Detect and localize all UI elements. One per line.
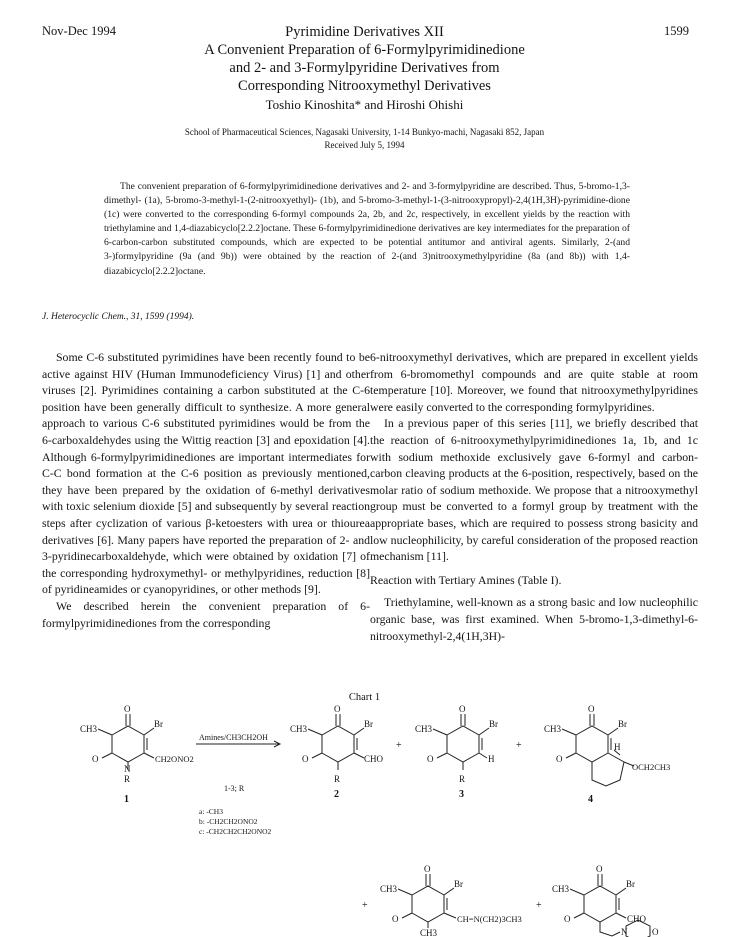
condition-label: 1-3; R <box>224 784 245 793</box>
atom-label: O <box>92 754 99 764</box>
atom-label: O <box>124 704 131 714</box>
page-number: 1599 <box>664 24 689 38</box>
atom-label: CHO <box>627 914 647 924</box>
atom-label: R <box>124 774 131 784</box>
substituent-a: a: -CH3 <box>199 807 223 816</box>
reaction-scheme <box>0 700 729 937</box>
substituent-b: b: -CH2CH2ONO2 <box>199 817 258 826</box>
atom-label: CH3 <box>552 884 570 894</box>
atom-label: N <box>124 764 131 774</box>
plus-sign: + <box>536 900 542 911</box>
atom-label: N <box>621 927 628 937</box>
plus-sign: + <box>396 740 402 751</box>
citation-text: J. Heterocyclic Chem., 31, 1599 (1994). <box>42 312 195 322</box>
atom-label: Br <box>489 719 498 729</box>
left-column <box>42 349 370 631</box>
atom-label: CHO <box>364 754 384 764</box>
citation <box>42 312 194 322</box>
paragraph: Some C-6 substituted pyrimidines have been recently found to be active against HIV (Human Immunodeficiency Virus) [1] and other viruses [2]. Pyrimidines containing a carbon substituted at the C-6 position have been generally difficult to synthesize. A more general approach to various C-6 substituted pyrimidines would be from the 6-carboxaldehydes using the Wittig reaction [3] and epoxidation [4]. Although 6-formylpyrimidinediones are important intermediates for C-C bond formation at the C-6 position as previously mentioned, they have been prepared by the oxidation of 6-methyl derivatives with toxic selenium dioxide [5] and subsequently by several reaction steps after cyclization of various β-ketoesters with urea or thiourea derivatives [6]. Many papers have reported the preparation of 2- and 3-pyridinecarboxaldehyde, which were obtained by oxidation [7] of the corresponding hydroxymethyl- or methylpyridines, reduction [8] of pyridineamides or cyanopyridines, or other methods [9]. <box>42 350 370 597</box>
compound-label: 2 <box>334 789 339 800</box>
article-title-line-4: Corresponding Nitrooxymethyl Derivatives <box>238 78 491 94</box>
atom-label: Br <box>618 719 627 729</box>
atom-label: CH3 <box>415 724 433 734</box>
atom-label: CH3 <box>80 724 98 734</box>
atom-label: O <box>564 914 571 924</box>
atom-label: O <box>588 704 595 714</box>
running-header-date: Nov-Dec 1994 <box>42 24 116 38</box>
atom-label: O <box>596 864 603 874</box>
chart-title: Chart 1 <box>348 692 381 703</box>
atom-label: CH3 <box>420 928 438 937</box>
atom-label: O <box>427 754 434 764</box>
atom-label: H <box>614 742 621 752</box>
atom-label: Br <box>454 879 463 889</box>
atom-label: CH=N(CH2)3CH3 <box>457 914 522 924</box>
article-title-line-2: A Convenient Preparation of 6-Formylpyrimidinedione <box>204 42 525 58</box>
atom-label: O <box>302 754 309 764</box>
atom-label: O <box>556 754 563 764</box>
paragraph: 6-nitrooxymethyl derivatives, which are prepared in excellent yields from 6-bromomethyl compounds and are quite stable at room temperature [10]. Moreover, we found that nitrooxymethylpyridines were easily converted to the corresponding formylpyridines. <box>370 350 698 414</box>
right-column <box>370 349 698 644</box>
reagent-label: Amines/CH3CH2OH <box>199 733 268 742</box>
paragraph: In a previous paper of this series [11], we briefly described that the reaction of 6-nitrooxymethylpyrimidinediones 1a, 1b, and 1c with sodium methoxide exclusively gave 6-formyl and carbon-carbon cleaving products at the 6-position, respectively, based on the molar ratio of sodium methoxide. We propose that a nitrooxymethyl group must be converted to a formyl group by treatment with the appropriate bases, which are required to possess strong basicity and low nucleophilicity, by careful consideration of the proposed reaction mechanism [11]. <box>370 416 698 564</box>
article-title-line-1: Pyrimidine Derivatives XII <box>285 24 444 40</box>
plus-sign: + <box>516 740 522 751</box>
compound-label: 4 <box>588 794 593 805</box>
paragraph: Triethylamine, well-known as a strong basic and low nucleophilic organic base, was first examined. When 5-bromo-1,3-dimethyl-6-nitrooxymethyl-2,4(1H,3H)- <box>370 595 698 643</box>
abstract <box>104 180 630 279</box>
atom-label: CH3 <box>380 884 398 894</box>
received-date: Received July 5, 1994 <box>324 140 405 150</box>
atom-label: CH2ONO2 <box>155 754 194 764</box>
paragraph: We described herein the convenient preparation of 6-formylpyrimidinediones from the corresponding <box>42 598 370 630</box>
article-title-line-3: and 2- and 3-Formylpyridine Derivatives from <box>229 60 500 76</box>
compound-label: 1 <box>124 794 129 805</box>
atom-label: O <box>652 927 659 937</box>
plus-sign: + <box>362 900 368 911</box>
substituent-c: c: -CH2CH2CH2ONO2 <box>199 827 272 836</box>
atom-label: Br <box>154 719 163 729</box>
atom-label: O <box>424 864 431 874</box>
atom-label: Br <box>626 879 635 889</box>
atom-label: O <box>392 914 399 924</box>
atom-label: O <box>334 704 341 714</box>
atom-label: O <box>459 704 466 714</box>
compound-label: 3 <box>459 789 464 800</box>
atom-label: Br <box>364 719 373 729</box>
atom-label: OCH2CH3 <box>632 762 671 772</box>
atom-label: CH3 <box>290 724 308 734</box>
atom-label: H <box>488 754 495 764</box>
section-heading: Reaction with Tertiary Amines (Table I). <box>370 572 562 587</box>
affiliation: School of Pharmaceutical Sciences, Nagasaki University, 1-14 Bunkyo-machi, Nagasaki 852, Japan <box>184 127 545 137</box>
atom-label: CH3 <box>544 724 562 734</box>
atom-label: R <box>334 774 341 784</box>
atom-label: R <box>459 774 466 784</box>
authors: Toshio Kinoshita* and Hiroshi Ohishi <box>265 97 464 112</box>
abstract-text: The convenient preparation of 6-formylpyrimidinedione derivatives and 2- and 3-formylpyridine are described. Thus, 5-bromo-1,3-dimethyl- (1a), 5-bromo-3-methyl-1-(2-nitrooxyethyl)- (1b), and 5-bromo-3-methyl-1-(3-nitrooxypropyl)-2,4(1H,3H)-pyrimidine-dione (1c) were converted to the corresponding 6-formyl compounds 2a, 2b, and 2c, respectively, in excellent yields by the reaction with triethylamine and 1,4-diazabicyclo[2.2.2]octane. These 6-formylpyrimidinedione derivatives are key intermediates for the preparation of 6-carbon-carbon substituted compounds, which are expected to be potential antitumor and antiviral agents. Similarly, 2-(and 3-)formylpyridine (9a (and 9b)) were obtained by the reaction of 2-(and 3)nitrooxymethylpyridine (8a (and 8b)) with 1,4-diazabicyclo[2.2.2]octane. <box>104 181 630 277</box>
